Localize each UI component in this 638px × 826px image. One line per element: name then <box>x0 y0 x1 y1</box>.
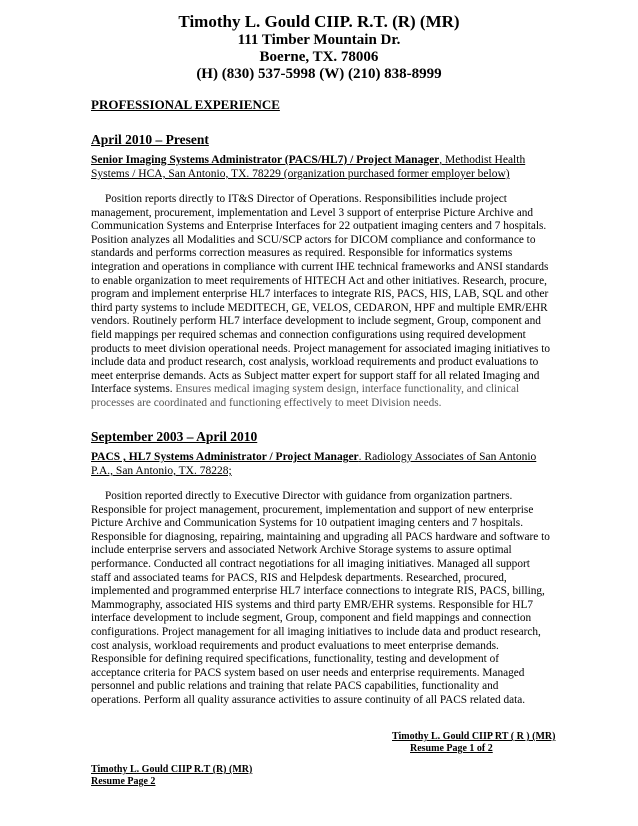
job-2-dates: September 2003 – April 2010 <box>91 429 258 444</box>
job-2-heading <box>91 450 546 478</box>
job-1-dates: April 2010 – Present <box>91 132 209 147</box>
job-1-description <box>91 193 551 411</box>
address-line-1: 111 Timber Mountain Dr. <box>237 32 401 48</box>
job-2-employer: . Radiology Associates of San Antonio P.A., San Antonio, TX. 78228; <box>91 451 537 477</box>
page2-header-label: Resume Page 2 <box>91 776 156 787</box>
phone-line: (H) (830) 537-5998 (W) (210) 838-8999 <box>196 66 442 82</box>
job-1-description-tail: Ensures medical imaging system design, interface functionality, and clinical processes are coordinated and functioning effectively to meet Division needs. <box>91 383 520 409</box>
job-2-description <box>91 490 551 708</box>
job-1-heading <box>91 153 546 181</box>
job-1-employer: , Methodist Health Systems / HCA, San Antonio, TX. 78229 (organization purchased former employer below) <box>91 154 526 180</box>
job-2-description-text: Position reported directly to Executive Director with guidance from organization partners. Responsible for project management, procurement, implementation and support of new enterprise Picture Archive and Communication Systems for 10 outpatient imaging centers and 7 hospitals. Responsible for diagnosing, repairing, maintaining and upgrading all PACS hardware and software to include enterprise servers and associated Network Archive Storage systems to assure optimal performance. Conducted all contract negotiations for all imaging initiatives. Managed all support staff and associated teams for PACS, RIS and Helpdesk departments. Researched, procured, implemented and programmed enterprise HL7 interface connections to integrate RIS, PACS, billing, Mammography, associated HIS systems and third party EMR/EHR systems. Responsible for HL7 interface development to include segment, Group, component and field mappings and connection configurations. Project management for all imaging initiatives to include data and product research, cost analysis, workload requirements and product evaluations to meet enterprise demands. Responsible for defining required specifications, functionality, testing and development of acceptance criteria for PACS system based on user needs and enterprise requirements. Managed personnel and public relations and training that relate PACS capabilities, functionality and operations. Perform all quality assurance activities to assure continuity of all PACS related data. <box>91 490 550 706</box>
section-title: PROFESSIONAL EXPERIENCE <box>91 97 280 112</box>
footer-name: Timothy L. Gould CIIP RT ( R ) (MR) <box>392 731 556 742</box>
job-1-description-text: Position reports directly to IT&S Director of Operations. Responsibilities include project management, procurement, implementation and Level 3 support of enterprise Picture Archive and Communication Systems and Enterprise Interfaces for 22 outpatient imaging centers and 7 hospitals. Position analyzes all Modalities and SCU/SCP actors for DICOM compliance and conformance to standards and performs correction measures as required. Responsible for informatics systems integration and operations in compliance with current IHE technical frameworks and ANSI standards to enable organization to meet requirements of HITECH Act and other initiatives. Research, procure, program and implement enterprise HL7 interfaces to integrate RIS, PACS, HIS, LAB, SQL and other third party systems to include MEDITECH, GE, VELOS, CEDARON, HPF and multiple EMR/EHR vendors. Routinely perform HL7 interface development to include segment, Group, component and field mappings per required schemas and connection configurations using required development products to meet division operational needs. Project management for associated imaging initiatives to include data and product research, cost analysis, workload requirements and product evaluations to meet enterprise demands. Acts as Subject matter expert for support staff for all related Imaging and Interface systems. <box>91 193 550 396</box>
page2-header-name: Timothy L. Gould CIIP R.T (R) (MR) <box>91 764 253 775</box>
footer-page-number: Resume Page 1 of 2 <box>410 743 493 754</box>
resume-name: Timothy L. Gould CIIP. R.T. (R) (MR) <box>178 12 460 31</box>
job-1-title: Senior Imaging Systems Administrator (PACS/HL7) / Project Manager <box>91 154 440 166</box>
address-line-2: Boerne, TX. 78006 <box>259 49 379 65</box>
job-2-title: PACS , HL7 Systems Administrator / Project Manager <box>91 451 359 463</box>
